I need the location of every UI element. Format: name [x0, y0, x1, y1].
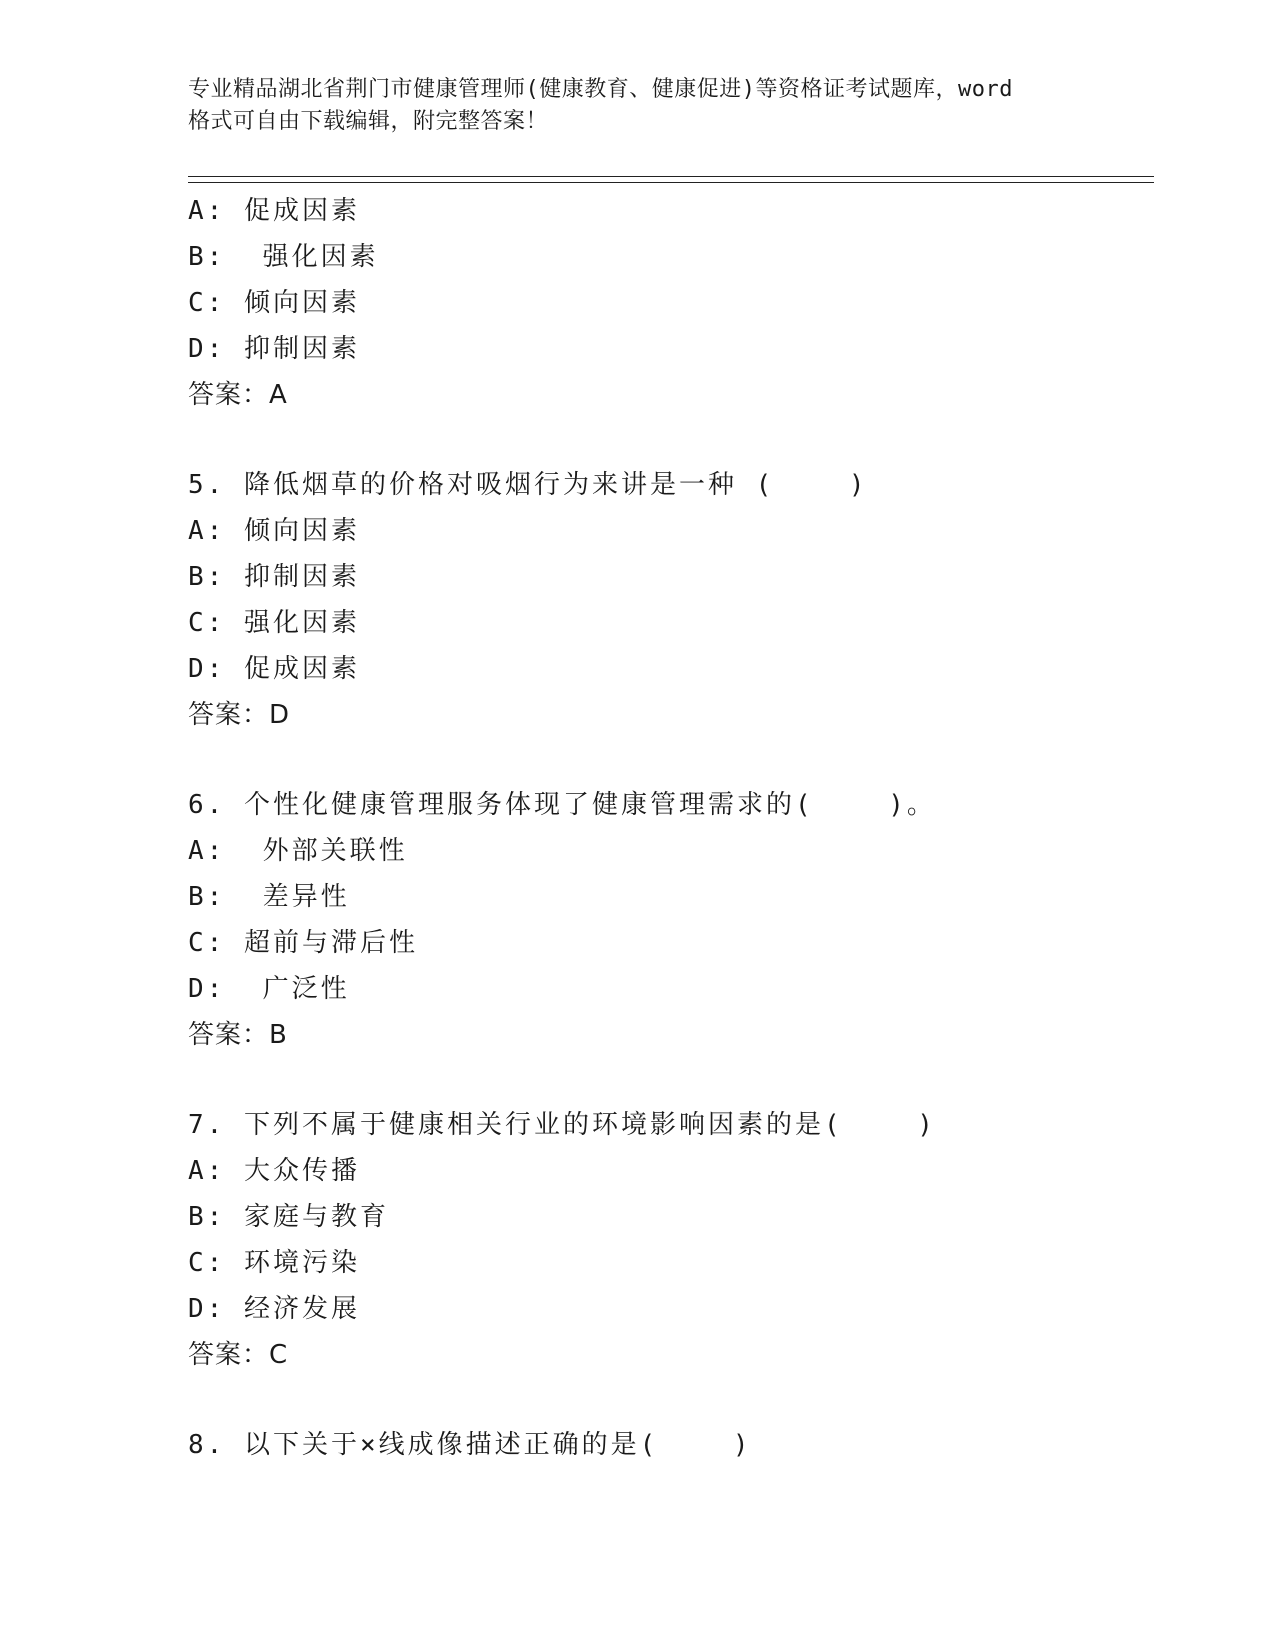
- question-list: [188, 188, 1148, 1468]
- question-4: [188, 188, 1148, 418]
- option-a: A: 大众传播: [188, 1156, 360, 1186]
- question-text: 8. 以下关于×线成像描述正确的是( ): [188, 1430, 752, 1460]
- option-b: B: 差异性: [188, 882, 350, 912]
- question-6: [188, 782, 1148, 1058]
- answer: 答案：C: [188, 1340, 289, 1370]
- header-line-2: 格式可自由下载编辑，附完整答案！: [188, 109, 549, 134]
- option-b: B: 家庭与教育: [188, 1202, 389, 1232]
- option-c: C: 强化因素: [188, 608, 360, 638]
- answer: 答案：D: [188, 700, 291, 730]
- option-b: B: 抑制因素: [188, 562, 360, 592]
- option-c: C: 环境污染: [188, 1248, 360, 1278]
- option-d: D: 广泛性: [188, 974, 350, 1004]
- question-8: [188, 1422, 1148, 1468]
- header-divider-top: [188, 176, 1154, 177]
- question-text: 5. 降低烟草的价格对吸烟行为来讲是一种 ( ): [188, 470, 868, 500]
- option-d: D: 促成因素: [188, 654, 360, 684]
- question-7: [188, 1102, 1148, 1378]
- option-d: D: 经济发展: [188, 1294, 360, 1324]
- option-c: C: 倾向因素: [188, 288, 360, 318]
- question-text: 6. 个性化健康管理服务体现了健康管理需求的( )。: [188, 790, 936, 820]
- option-d: D: 抑制因素: [188, 334, 360, 364]
- option-c: C: 超前与滞后性: [188, 928, 418, 958]
- header-line-1: 专业精品湖北省荆门市健康管理师(健康教育、健康促进)等资格证考试题库，word: [188, 77, 1013, 102]
- option-a: A: 外部关联性: [188, 836, 408, 866]
- answer: 答案：B: [188, 1020, 288, 1050]
- option-a: A: 倾向因素: [188, 516, 360, 546]
- header-divider-bottom: [188, 182, 1154, 183]
- answer: 答案：A: [188, 380, 288, 410]
- option-b: B: 强化因素: [188, 242, 379, 272]
- question-5: [188, 462, 1148, 738]
- option-a: A: 促成因素: [188, 196, 360, 226]
- question-text: 7. 下列不属于健康相关行业的环境影响因素的是( ): [188, 1110, 936, 1140]
- document-header: [188, 74, 1088, 138]
